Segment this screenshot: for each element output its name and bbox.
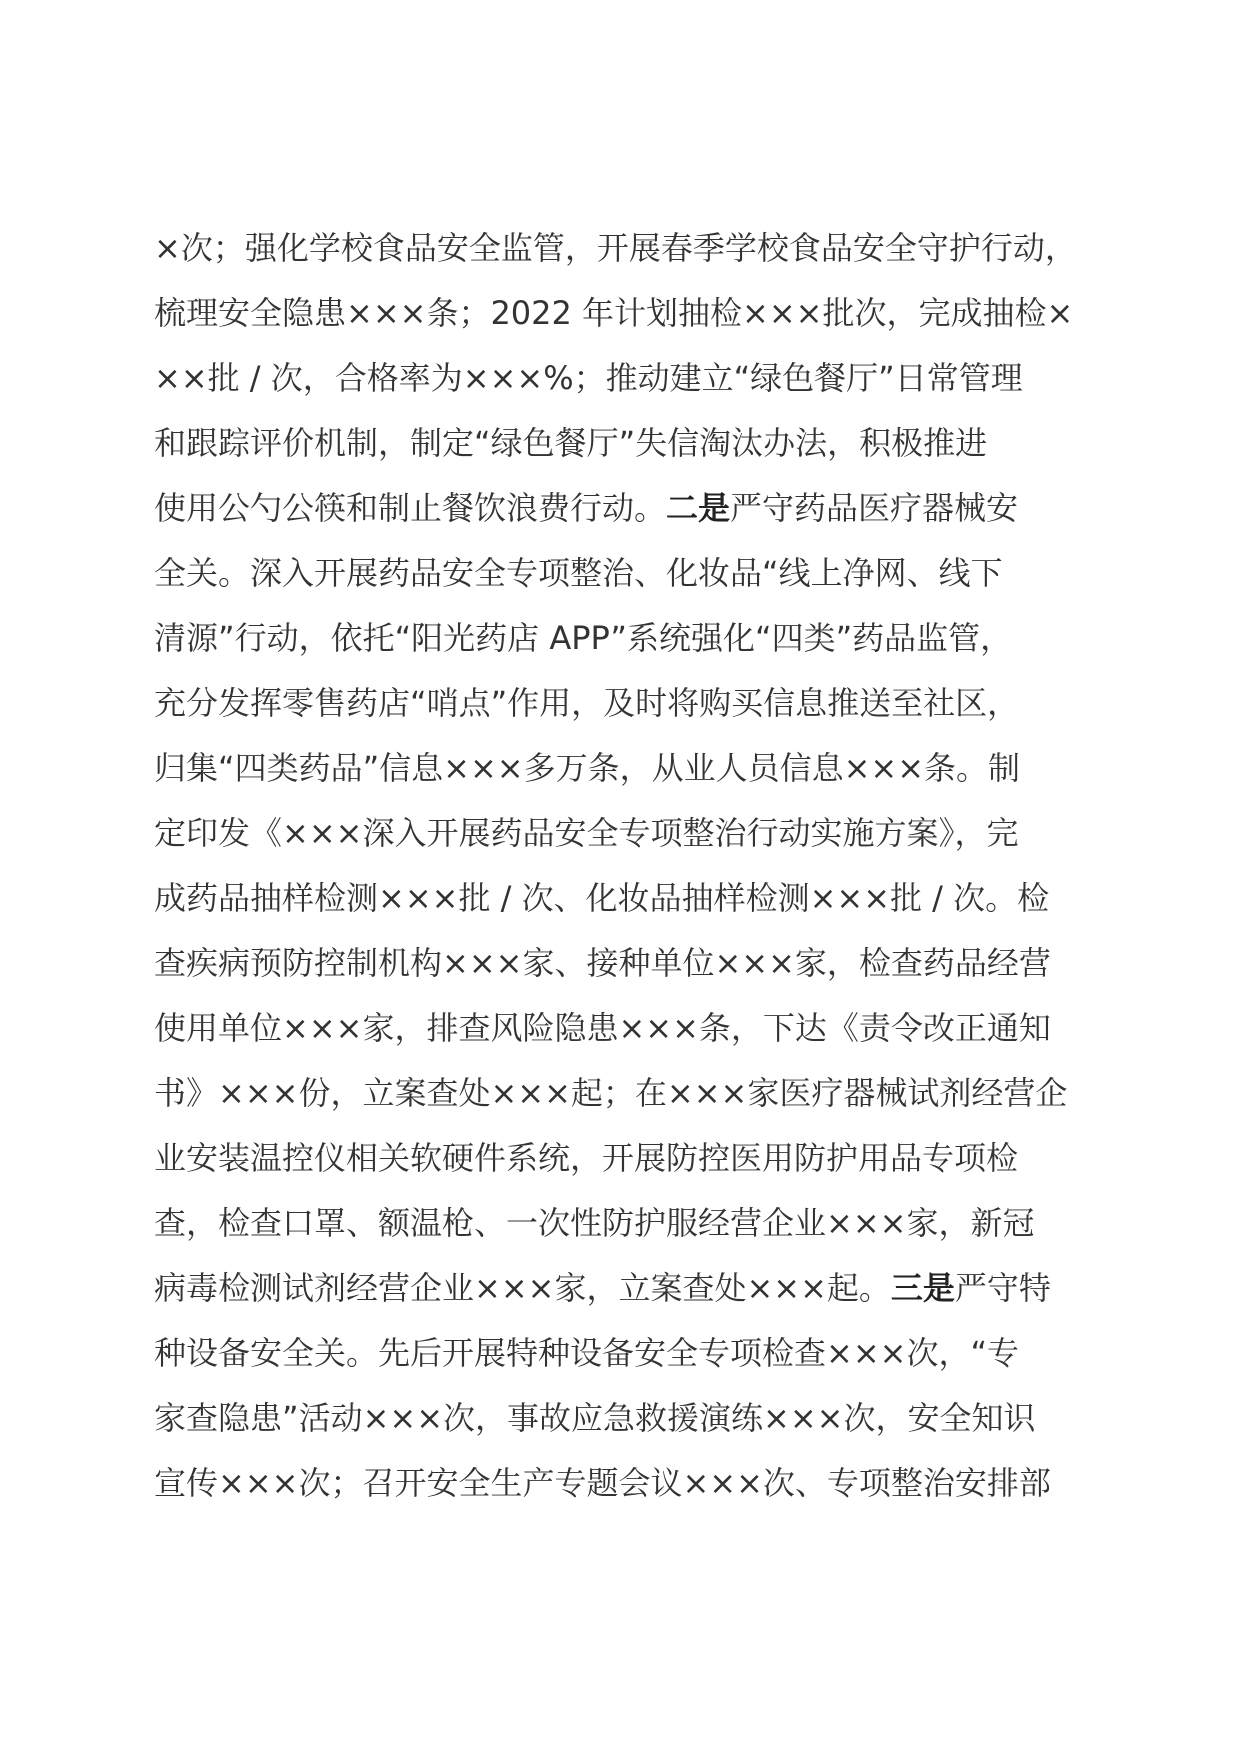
- text-line: 使用单位×××家，排查风险隐患×××条，下达《责令改正通知: [154, 1009, 1051, 1047]
- text-line: 梳理安全隐患×××条；2022 年计划抽检×××批次，完成抽检×: [154, 294, 1074, 332]
- text-line: ×次；强化学校食品安全监管，开展春季学校食品安全守护行动，: [154, 229, 1077, 267]
- text-line: 书》×××份，立案查处×××起；在×××家医疗器械试剂经营企: [154, 1074, 1068, 1112]
- text-line: 使用公勺公筷和制止餐饮浪费行动。二是严守药品医疗器械安: [154, 489, 1019, 527]
- text-line: 病毒检测试剂经营企业×××家，立案查处×××起。三是严守特: [154, 1269, 1051, 1307]
- text-line: 家查隐患”活动×××次，事故应急救援演练×××次，安全知识: [154, 1399, 1036, 1437]
- text-line: 和跟踪评价机制，制定“绿色餐厅”失信淘汰办法，积极推进: [154, 424, 988, 462]
- text-line: 宣传×××次；召开安全生产专题会议×××次、专项整治安排部: [154, 1464, 1051, 1502]
- text-line: 查，检查口罩、额温枪、一次性防护服经营企业×××家，新冠: [154, 1204, 1035, 1242]
- text-line: 查疾病预防控制机构×××家、接种单位×××家，检查药品经营: [154, 944, 1051, 982]
- text-line: 充分发挥零售药店“哨点”作用，及时将购买信息推送至社区，: [154, 684, 1020, 722]
- text-line: 归集“四类药品”信息×××多万条，从业人员信息×××条。制: [154, 749, 1021, 787]
- text-line: 清源”行动，依托“阳光药店 APP”系统强化“四类”药品监管，: [154, 619, 1013, 657]
- text-line: 成药品抽样检测×××批 / 次、化妆品抽样检测×××批 / 次。检: [154, 879, 1050, 917]
- text-line: 全关。深入开展药品安全专项整治、化妆品“线上净网、线下: [154, 554, 1003, 592]
- body-text: [154, 216, 1114, 1516]
- bold-marker: 二是: [666, 489, 731, 527]
- text-line: 业安装温控仪相关软硬件系统，开展防控医用防护用品专项检: [154, 1139, 1019, 1177]
- bold-marker: 三是: [890, 1269, 955, 1307]
- text-line: ××批 / 次，合格率为×××%；推动建立“绿色餐厅”日常管理: [154, 359, 1023, 397]
- text-line: 种设备安全关。先后开展特种设备安全专项检查×××次，“专: [154, 1334, 1020, 1372]
- text-line: 定印发《×××深入开展药品安全专项整治行动实施方案》，完: [154, 814, 1019, 852]
